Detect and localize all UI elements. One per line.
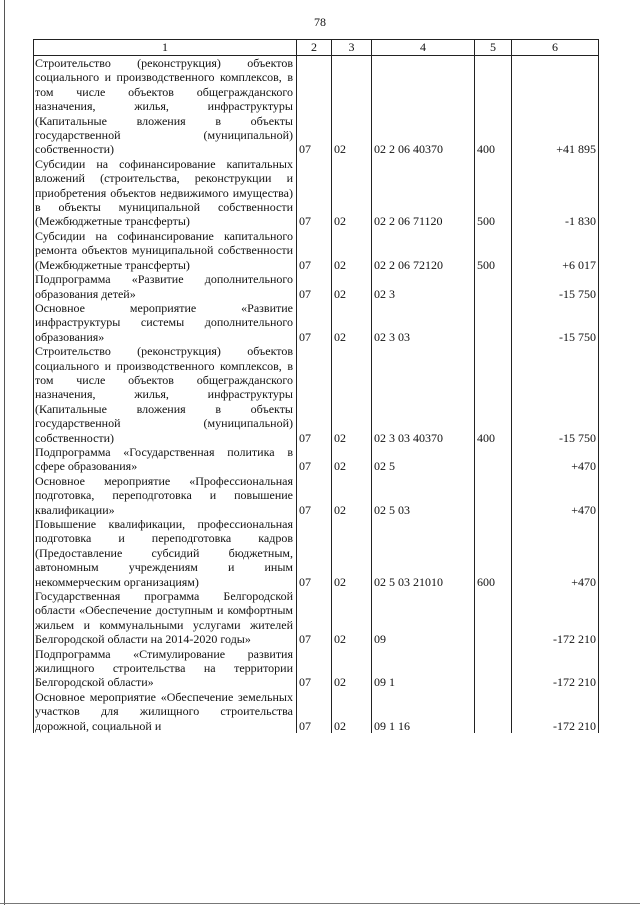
section-code: 07 bbox=[297, 647, 332, 690]
amount-change: -1 830 bbox=[512, 157, 599, 229]
expense-type-code: 600 bbox=[475, 517, 512, 589]
section-code: 07 bbox=[297, 301, 332, 344]
row-name: Строительство (реконструкция) объектов социального и производственного комплексов, в том числе объектов общегражданского назначения, жилья, инфраструктуры (Капитальные вложения в объекты государственной (муниципальной) собственности) bbox=[34, 344, 297, 445]
amount-change: +470 bbox=[512, 445, 599, 474]
section-code: 07 bbox=[297, 474, 332, 517]
table-row bbox=[34, 272, 599, 301]
row-name: Субсидии на софинансирование капитального ремонта объектов муниципальной собственности (Межбюджетные трансферты) bbox=[34, 229, 297, 272]
expense-type-code: 400 bbox=[475, 56, 512, 157]
section-code: 07 bbox=[297, 56, 332, 157]
header-cell: 1 bbox=[34, 40, 297, 56]
target-article-code: 09 bbox=[372, 589, 475, 647]
header-cell: 6 bbox=[512, 40, 599, 56]
row-name: Подпрограмма «Стимулирование развития жилищного строительства на территории Белгородской области» bbox=[34, 647, 297, 690]
expense-type-code bbox=[475, 647, 512, 690]
target-article-code: 02 5 03 21010 bbox=[372, 517, 475, 589]
target-article-code: 02 2 06 71120 bbox=[372, 157, 475, 229]
row-name: Подпрограмма «Государственная политика в сфере образования» bbox=[34, 445, 297, 474]
target-article-code: 02 2 06 40370 bbox=[372, 56, 475, 157]
section-code: 07 bbox=[297, 517, 332, 589]
table-row bbox=[34, 344, 599, 445]
section-code: 07 bbox=[297, 157, 332, 229]
table-row bbox=[34, 56, 599, 157]
expense-type-code: 500 bbox=[475, 229, 512, 272]
subsection-code: 02 bbox=[332, 690, 372, 733]
expense-type-code bbox=[475, 474, 512, 517]
header-cell: 3 bbox=[332, 40, 372, 56]
row-name: Основное мероприятие «Обеспечение земельных участков для жилищного строительства дорожной, социальной и bbox=[34, 690, 297, 733]
expense-type-code bbox=[475, 690, 512, 733]
expense-type-code: 400 bbox=[475, 344, 512, 445]
table-row bbox=[34, 690, 599, 733]
table-row bbox=[34, 517, 599, 589]
subsection-code: 02 bbox=[332, 157, 372, 229]
section-code: 07 bbox=[297, 690, 332, 733]
section-code: 07 bbox=[297, 272, 332, 301]
page-bottom-edge bbox=[0, 903, 640, 904]
subsection-code: 02 bbox=[332, 272, 372, 301]
table-row bbox=[34, 157, 599, 229]
amount-change: -172 210 bbox=[512, 589, 599, 647]
row-name: Основное мероприятие «Развитие инфраструктуры системы дополнительного образования» bbox=[34, 301, 297, 344]
page-left-edge bbox=[4, 0, 5, 905]
target-article-code: 09 1 16 bbox=[372, 690, 475, 733]
row-name: Строительство (реконструкция) объектов социального и производственного комплексов, в том числе объектов общегражданского назначения, жилья, инфраструктуры (Капитальные вложения в объекты государственной (муниципальной) собственности) bbox=[34, 56, 297, 157]
subsection-code: 02 bbox=[332, 445, 372, 474]
target-article-code: 02 2 06 72120 bbox=[372, 229, 475, 272]
subsection-code: 02 bbox=[332, 474, 372, 517]
table-row bbox=[34, 229, 599, 272]
subsection-code: 02 bbox=[332, 589, 372, 647]
table-row bbox=[34, 301, 599, 344]
table-row bbox=[34, 474, 599, 517]
table-row bbox=[34, 445, 599, 474]
target-article-code: 02 3 bbox=[372, 272, 475, 301]
subsection-code: 02 bbox=[332, 344, 372, 445]
section-code: 07 bbox=[297, 445, 332, 474]
expense-type-code bbox=[475, 589, 512, 647]
subsection-code: 02 bbox=[332, 647, 372, 690]
budget-table bbox=[33, 39, 599, 733]
amount-change: -172 210 bbox=[512, 647, 599, 690]
expense-type-code: 500 bbox=[475, 157, 512, 229]
subsection-code: 02 bbox=[332, 229, 372, 272]
header-cell: 4 bbox=[372, 40, 475, 56]
target-article-code: 02 3 03 bbox=[372, 301, 475, 344]
header-cell: 5 bbox=[475, 40, 512, 56]
expense-type-code bbox=[475, 272, 512, 301]
amount-change: +6 017 bbox=[512, 229, 599, 272]
page-number: 78 bbox=[314, 15, 326, 29]
target-article-code: 02 3 03 40370 bbox=[372, 344, 475, 445]
target-article-code: 09 1 bbox=[372, 647, 475, 690]
amount-change: -15 750 bbox=[512, 301, 599, 344]
amount-change: +470 bbox=[512, 474, 599, 517]
header-cell: 2 bbox=[297, 40, 332, 56]
row-name: Государственная программа Белгородской области «Обеспечение доступным и комфортным жильем и коммунальными услугами жителей Белгородской области на 2014-2020 годы» bbox=[34, 589, 297, 647]
target-article-code: 02 5 bbox=[372, 445, 475, 474]
expense-type-code bbox=[475, 445, 512, 474]
amount-change: -15 750 bbox=[512, 344, 599, 445]
amount-change: -15 750 bbox=[512, 272, 599, 301]
section-code: 07 bbox=[297, 589, 332, 647]
section-code: 07 bbox=[297, 344, 332, 445]
row-name: Основное мероприятие «Профессиональная подготовка, переподготовка и повышение квалификации» bbox=[34, 474, 297, 517]
expense-type-code bbox=[475, 301, 512, 344]
section-code: 07 bbox=[297, 229, 332, 272]
subsection-code: 02 bbox=[332, 517, 372, 589]
table-row bbox=[34, 647, 599, 690]
amount-change: +470 bbox=[512, 517, 599, 589]
header-row bbox=[34, 40, 599, 56]
subsection-code: 02 bbox=[332, 301, 372, 344]
amount-change: +41 895 bbox=[512, 56, 599, 157]
row-name: Подпрограмма «Развитие дополнительного образования детей» bbox=[34, 272, 297, 301]
amount-change: -172 210 bbox=[512, 690, 599, 733]
table-row bbox=[34, 589, 599, 647]
row-name: Субсидии на софинансирование капитальных вложений (строительства, реконструкции и приобретения объектов недвижимого имущества) в объекты муниципальной собственности (Межбюджетные трансферты) bbox=[34, 157, 297, 229]
subsection-code: 02 bbox=[332, 56, 372, 157]
row-name: Повышение квалификации, профессиональная подготовка и переподготовка кадров (Предоставление субсидий бюджетным, автономным учреждениям и иным некоммерческим организациям) bbox=[34, 517, 297, 589]
target-article-code: 02 5 03 bbox=[372, 474, 475, 517]
